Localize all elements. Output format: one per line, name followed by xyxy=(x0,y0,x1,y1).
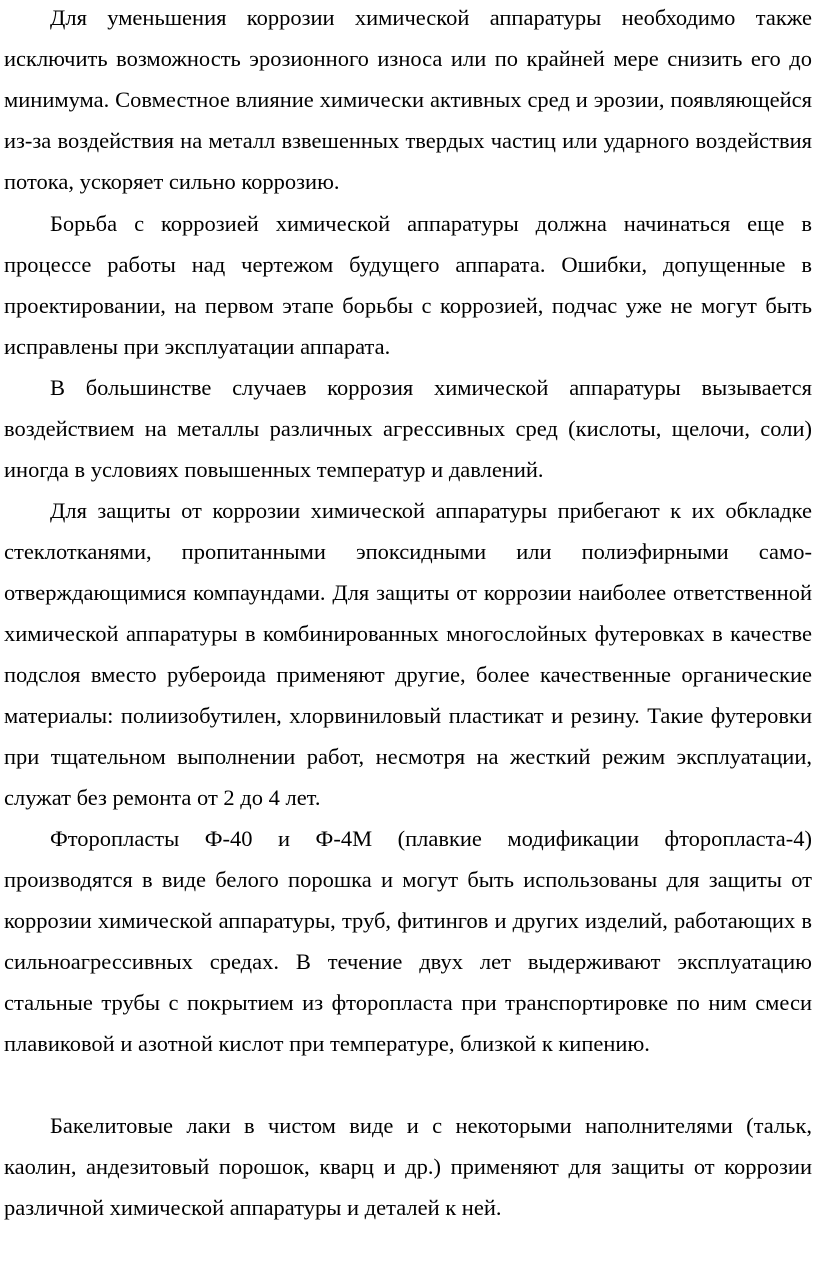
paragraph-fluoroplastics: Фторопласты Ф-40 и Ф-4М (плавкие модификации фторопласта-4) производятся в виде белого порошка и могут быть использованы для защиты от коррозии химической аппаратуры, труб, фитингов и других изделий, работающих в сильноагрессивных средах. В течение двух лет выдерживают эксплуатацию стальные трубы с покрытием из фторопласта при транспортировке по ним смеси плавиковой и азотной кислот при температуре, близкой к кипению. xyxy=(4,826,812,1056)
paragraph-aggressive-media: В большинстве случаев коррозия химической аппаратуры вызывается воздействием на металлы различных агрессивных сред (кислоты, щелочи, соли) иногда в условиях повышенных температур и давлений. xyxy=(4,375,812,482)
paragraph-bakelite-varnishes: Бакелитовые лаки в чистом виде и с некоторыми наполнителями (тальк, каолин, андезитовый порошок, кварц и др.) применяют для защиты от коррозии различной химической аппаратуры и деталей к ней. xyxy=(4,1113,812,1220)
paragraph-design-stage: Борьба с коррозией химической аппаратуры должна начинаться еще в процессе работы над чертежом будущего аппарата. Ошибки, допущенные в проектировании, на первом этапе борьбы с коррозией, подчас уже не могут быть исправлены при эксплуатации аппарата. xyxy=(4,211,812,359)
paragraph-lining-protection: Для защиты от коррозии химической аппаратуры прибегают к их обкладке стеклотканями, пропитанными эпоксидными или полиэфирными само-отверждающимися компаундами. Для защиты от коррозии наиболее ответственной химической аппаратуры в комбинированных многослойных футеровках в качестве подслоя вместо рубероида применяют другие, более качественные органические материалы: полиизобутилен, хлорвиниловый пластикат и резину. Такие футеровки при тщательном выполнении работ, несмотря на жесткий режим эксплуатации, служат без ремонта от 2 до 4 лет. xyxy=(4,498,812,810)
paragraph-erosion: Для уменьшения коррозии химической аппаратуры необходимо также исключить возможность эрозионного износа или по крайней мере снизить его до минимума. Совместное влияние химически активных сред и эрозии, появляющейся из-за воздействия на металл взвешенных твердых частиц или ударного воздействия потока, ускоряет сильно коррозию. xyxy=(4,5,812,194)
